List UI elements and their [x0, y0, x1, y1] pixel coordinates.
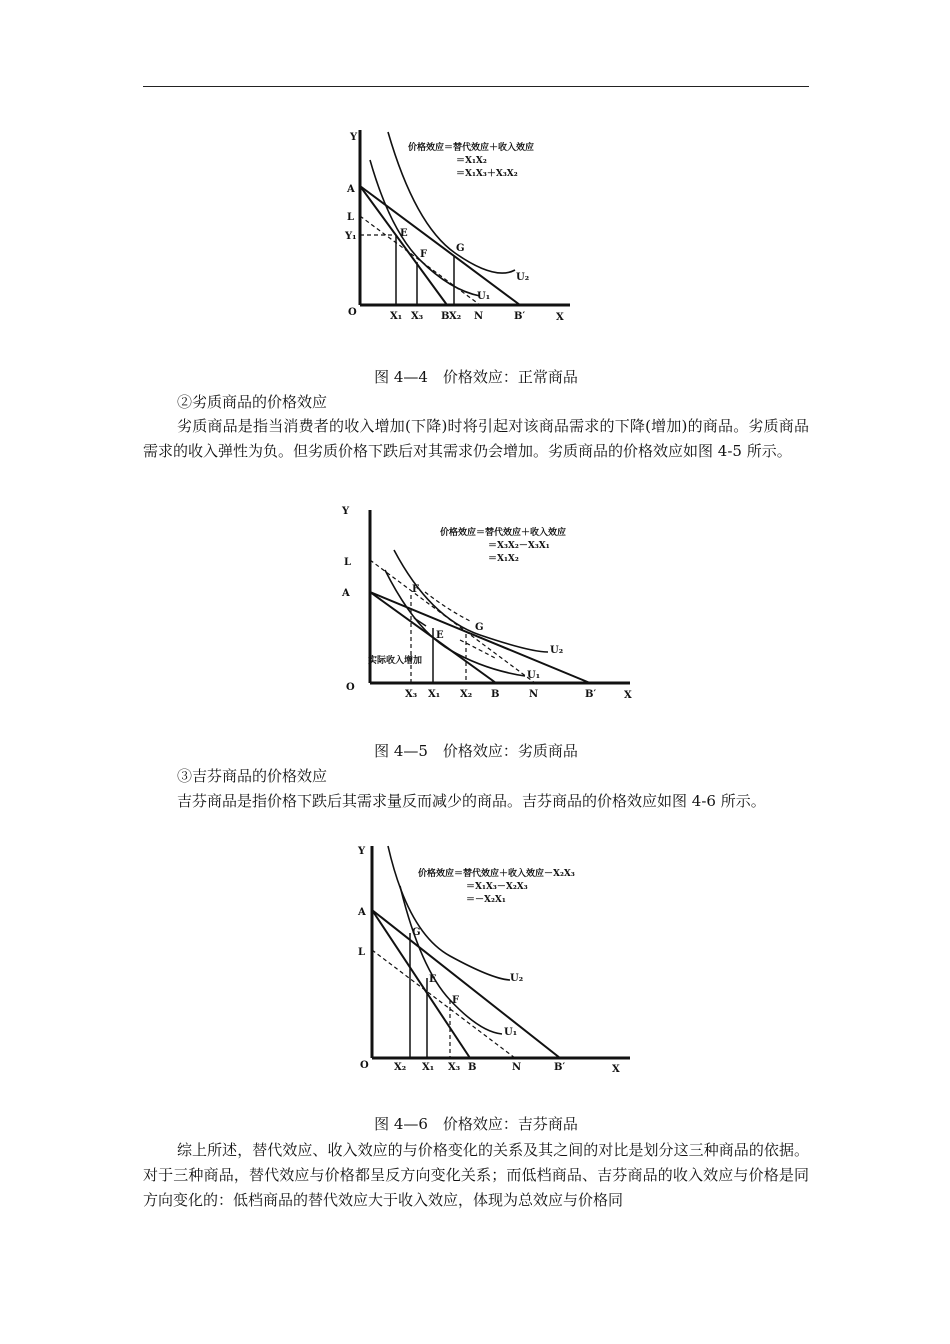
indifference-curve-u2	[388, 846, 510, 980]
equation-line-3: ＝X₁X₂	[488, 554, 519, 564]
point-l-label: L	[344, 557, 352, 568]
x-axis-label: X	[556, 312, 564, 323]
tick-n: N	[512, 1062, 522, 1073]
equation-line-3: ＝X₁X₃＋X₃X₂	[456, 169, 518, 179]
tick-x3: X₃	[448, 1062, 461, 1073]
point-l-label: L	[347, 212, 355, 223]
y-axis-label: Y	[350, 132, 358, 143]
tick-b-prime: B′	[514, 311, 526, 322]
tick-b: B	[441, 311, 450, 322]
equation-line-3: ＝－X₂X₁	[466, 895, 506, 905]
curve-u2-label: U₂	[516, 272, 530, 283]
budget-line-ab-prime	[370, 592, 590, 683]
x-axis-label: X	[612, 1064, 620, 1075]
paragraph-inferior-goods: 劣质商品是指当消费者的收入增加(下降)时将引起对该商品需求的下降(增加)的商品。劣质商品需求的收入弹性为负。但劣质价格下跌后对其需求仍会增加。劣质商品的价格效应如图 4-5 所示。	[143, 417, 809, 460]
y-axis-label: Y	[358, 846, 366, 857]
equation-line-1: 价格效应＝替代效应＋收入效应	[440, 528, 567, 538]
heading-inferior-goods: ②劣质商品的价格效应	[177, 393, 328, 411]
curve-u2-label: U₂	[550, 645, 564, 656]
point-g-label: G	[475, 622, 484, 633]
budget-line-ab-prime	[372, 910, 560, 1058]
tick-n: N	[474, 311, 484, 322]
curve-u1-label: U₁	[504, 1027, 518, 1038]
point-l-label: L	[358, 947, 366, 958]
y-axis-label: Y	[342, 506, 350, 517]
tick-x2: X₂	[460, 689, 473, 700]
point-e-label: E	[436, 630, 444, 641]
point-f-label: F	[452, 995, 460, 1006]
point-a-label: A	[358, 907, 366, 918]
point-g-label: G	[456, 243, 465, 254]
curve-u2-label: U₂	[510, 973, 524, 984]
tick-b: B	[491, 689, 500, 700]
note-real-income: 实际收入增加	[368, 656, 423, 666]
point-f-label: F	[420, 249, 428, 260]
tick-b: B	[468, 1062, 477, 1073]
equation-line-1: 价格效应＝替代效应＋收入效应－X₂X₃	[418, 869, 575, 879]
point-g-label: G	[412, 927, 421, 938]
budget-line-ab	[360, 186, 447, 305]
paragraph-giffen-goods: 吉芬商品是指价格下跌后其需求量反而减少的商品。吉芬商品的价格效应如图 4-6 所示。	[177, 792, 766, 810]
origin-label: O	[346, 682, 355, 693]
equation-line-2: ＝X₃X₂－X₃X₁	[488, 541, 550, 551]
equation-line-2: ＝X₁X₂	[456, 156, 487, 166]
x-axis-label: X	[624, 690, 632, 701]
figure-4-6-caption: 图 4—6 价格效应：吉芬商品	[374, 1115, 578, 1133]
point-e-label: E	[429, 974, 437, 985]
tick-b-prime: B′	[554, 1062, 566, 1073]
origin-label: O	[360, 1060, 369, 1071]
point-f-label: F	[412, 584, 420, 595]
tick-x3: X₃	[411, 311, 424, 322]
budget-line-ab	[372, 910, 470, 1058]
budget-line-ab-prime	[360, 186, 520, 305]
heading-giffen-goods: ③吉芬商品的价格效应	[177, 767, 328, 785]
figure-4-5-inferior-goods	[330, 500, 640, 705]
point-a-label: A	[342, 588, 350, 599]
tick-x1: X₁	[428, 689, 441, 700]
tick-n: N	[529, 689, 539, 700]
point-a-label: A	[347, 184, 355, 195]
indifference-curve-u1	[400, 886, 502, 1034]
point-y1-label: Y₁	[345, 231, 357, 242]
curve-u1-label: U₁	[477, 291, 491, 302]
point-e-label: E	[400, 228, 408, 239]
tick-x2: X₂	[394, 1062, 407, 1073]
figure-4-6-giffen-goods	[350, 838, 640, 1078]
paragraph-summary: 综上所述，替代效应、收入效应的与价格变化的关系及其之间的对比是划分这三种商品的依据。对于三种商品，替代效应与价格都呈反方向变化关系；而低档商品、吉芬商品的收入效应与价格是同方向变化的：低档商品的替代效应大于收入效应，体现为总效应与价格同	[143, 1141, 809, 1209]
indifference-curve-u2	[394, 550, 548, 652]
header-rule	[143, 86, 809, 87]
tick-x2: X₂	[449, 311, 462, 322]
figure-4-5-caption: 图 4—5 价格效应：劣质商品	[374, 742, 578, 760]
equation-line-2: ＝X₁X₃－X₂X₃	[466, 882, 528, 892]
origin-label: O	[348, 307, 357, 318]
tick-b-prime: B′	[585, 689, 597, 700]
tick-x1: X₁	[422, 1062, 435, 1073]
figure-4-4-caption: 图 4—4 价格效应：正常商品	[374, 368, 578, 386]
tick-x1: X₁	[390, 311, 403, 322]
tick-x3: X₃	[405, 689, 418, 700]
figure-4-4-normal-goods	[330, 120, 580, 325]
curve-u1-label: U₁	[527, 670, 541, 681]
equation-line-1: 价格效应＝替代效应＋收入效应	[408, 143, 535, 153]
